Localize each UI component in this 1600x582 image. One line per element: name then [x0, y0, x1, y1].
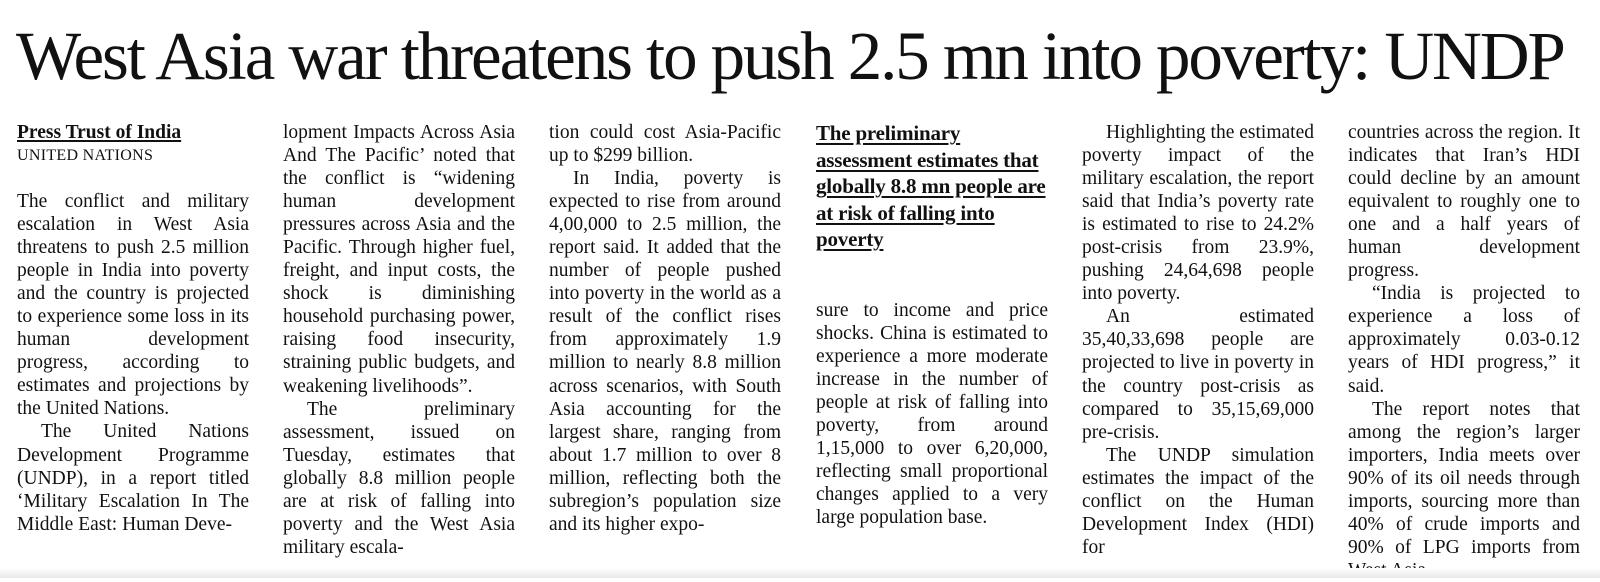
article-column-2	[283, 121, 515, 559]
paragraph: The United Nations Development Programme (UNDP), in a report titled ‘Military Escalation In The Middle East: Human Deve-	[17, 421, 249, 535]
article-column-4	[816, 121, 1048, 529]
paragraph: “India is projected to experience a loss of approximately 0.03-0.12 years of HDI progress,” it said.	[1348, 283, 1580, 397]
paragraph: countries across the region. It indicates that Iran’s HDI could decline by an amount equivalent to roughly one to one and a half years of human development progress.	[1348, 122, 1580, 282]
article-column-5	[1082, 121, 1314, 559]
paragraph: Highlighting the estimated poverty impact of the military escalation, the report said that India’s poverty rate is estimated to rise to 24.2% post-crisis from 23.9%, pushing 24,64,698 people into poverty.	[1082, 122, 1314, 305]
paragraph: lopment Impacts Across Asia And The Pacific’ noted that the conflict is “widening human development pressures across Asia and the Pacific. Through higher fuel, freight, and input costs, the shock is diminishing household purchasing power, raising food insecurity, straining public budgets, and weakening livelihoods”.	[283, 122, 515, 397]
dateline: UNITED NATIONS	[17, 147, 154, 164]
article-column-6	[1348, 121, 1580, 582]
paragraph: The preliminary assessment, issued on Tuesday, estimates that globally 8.8 million people are at risk of falling into poverty and the West Asia military escala-	[283, 398, 515, 558]
byline: Press Trust of India	[17, 122, 182, 143]
article-column-3	[549, 121, 781, 536]
paragraph: sure to income and price shocks. China is estimated to experience a more moderate increase in the number of people at risk of falling into poverty, from around 1,15,000 to over 6,20,000, reflecting small proportional changes applied to a very large population base.	[816, 299, 1048, 528]
headline: West Asia war threatens to push 2.5 mn into poverty: UNDP	[16, 18, 1564, 94]
article-column-1	[17, 121, 249, 536]
paragraph: The conflict and military escalation in West Asia threatens to push 2.5 million people in India into poverty and the country is projected to experience some loss in its human development progress, according to estimates and projections by the United Nations.	[17, 191, 249, 420]
paragraph: The report notes that among the region’s larger importers, India meets over 90% of its oil needs through imports, sourcing more than 40% of crude imports and 90% of LPG imports from	[1348, 398, 1580, 558]
paragraph: An estimated 35,40,33,698 people are projected to live in poverty in the country post-crisis as compared to 35,15,69,000 pre-crisis.	[1082, 306, 1314, 443]
pull-quote: The preliminary assessment estimates that globally 8.8 mn people are at risk of falling into poverty	[816, 121, 1046, 251]
paragraph: In India, poverty is expected to rise from around 4,00,000 to 2.5 million, the report said. It added that the number of people pushed into poverty in the world as a result of the conflict rises from approximately 1.9 million to nearly 8.8 million across scenarios, with South Asia accounting for the largest share, ranging from about 1.7 million to over 8 million, reflecting both the subregion’s population size and its higher expo-	[549, 168, 781, 535]
paragraph: tion could cost Asia-Pacific up to $299 billion.	[549, 122, 781, 167]
paragraph: The UNDP simulation estimates the impact of the conflict on the Human Development Index (HDI) for	[1082, 444, 1314, 558]
page-edge-divider	[0, 568, 1600, 578]
